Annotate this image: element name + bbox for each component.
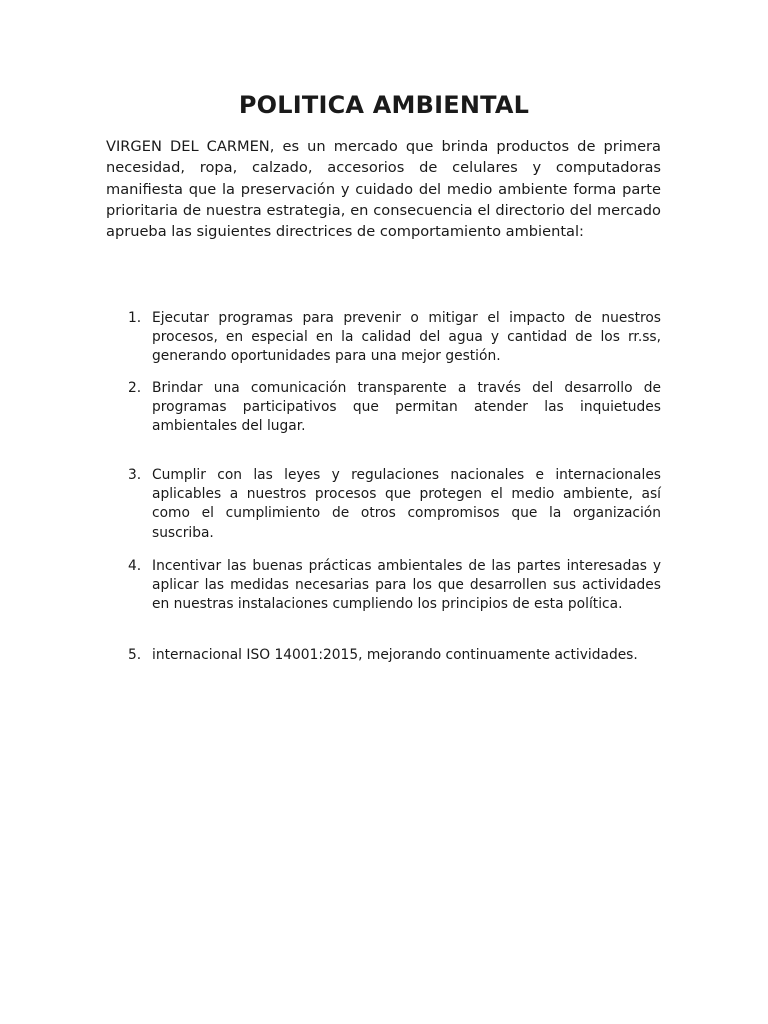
list-item-text: Incentivar las buenas prácticas ambientales de las partes interesadas y aplicar las medidas necesarias para los que desarrollen sus actividades en nuestras instalaciones cumpliendo los principios de esta política.	[152, 558, 661, 613]
list-item-text: Ejecutar programas para prevenir o mitigar el impacto de nuestros procesos, en especial en la calidad del agua y cantidad de los rr.ss, generando oportunidades para una mejor gestión.	[152, 310, 661, 365]
list-item	[106, 466, 661, 543]
intro-paragraph: VIRGEN DEL CARMEN, es un mercado que brinda productos de primera necesidad, ropa, calzado, accesorios de celulares y computadoras manifiesta que la preservación y cuidado del medio ambiente forma parte prioritaria de nuestra estrategia, en consecuencia el directorio del mercado aprueba las siguientes directrices de comportamiento ambiental:	[106, 138, 661, 241]
list-item	[106, 557, 661, 615]
list-item	[106, 309, 661, 367]
document-title: POLITICA AMBIENTAL	[238, 91, 530, 119]
list-item-text: internacional ISO 14001:2015, mejorando continuamente actividades.	[152, 647, 638, 663]
list-item-text: Brindar una comunicación transparente a través del desarrollo de programas participativos que permitan atender las inquietudes ambientales del lugar.	[152, 380, 661, 435]
list-item	[106, 646, 661, 665]
list-item-number: 1.	[128, 310, 142, 326]
list-item-number: 3.	[128, 467, 142, 483]
list-item-number: 4.	[128, 558, 142, 574]
list-item-number: 2.	[128, 380, 142, 396]
list-item-number: 5.	[128, 647, 142, 663]
list-item	[106, 379, 661, 437]
list-item-text: Cumplir con las leyes y regulaciones nacionales e internacionales aplicables a nuestros procesos que protegen el medio ambiente, así como el cumplimiento de otros compromisos que la organización suscriba.	[152, 467, 661, 541]
